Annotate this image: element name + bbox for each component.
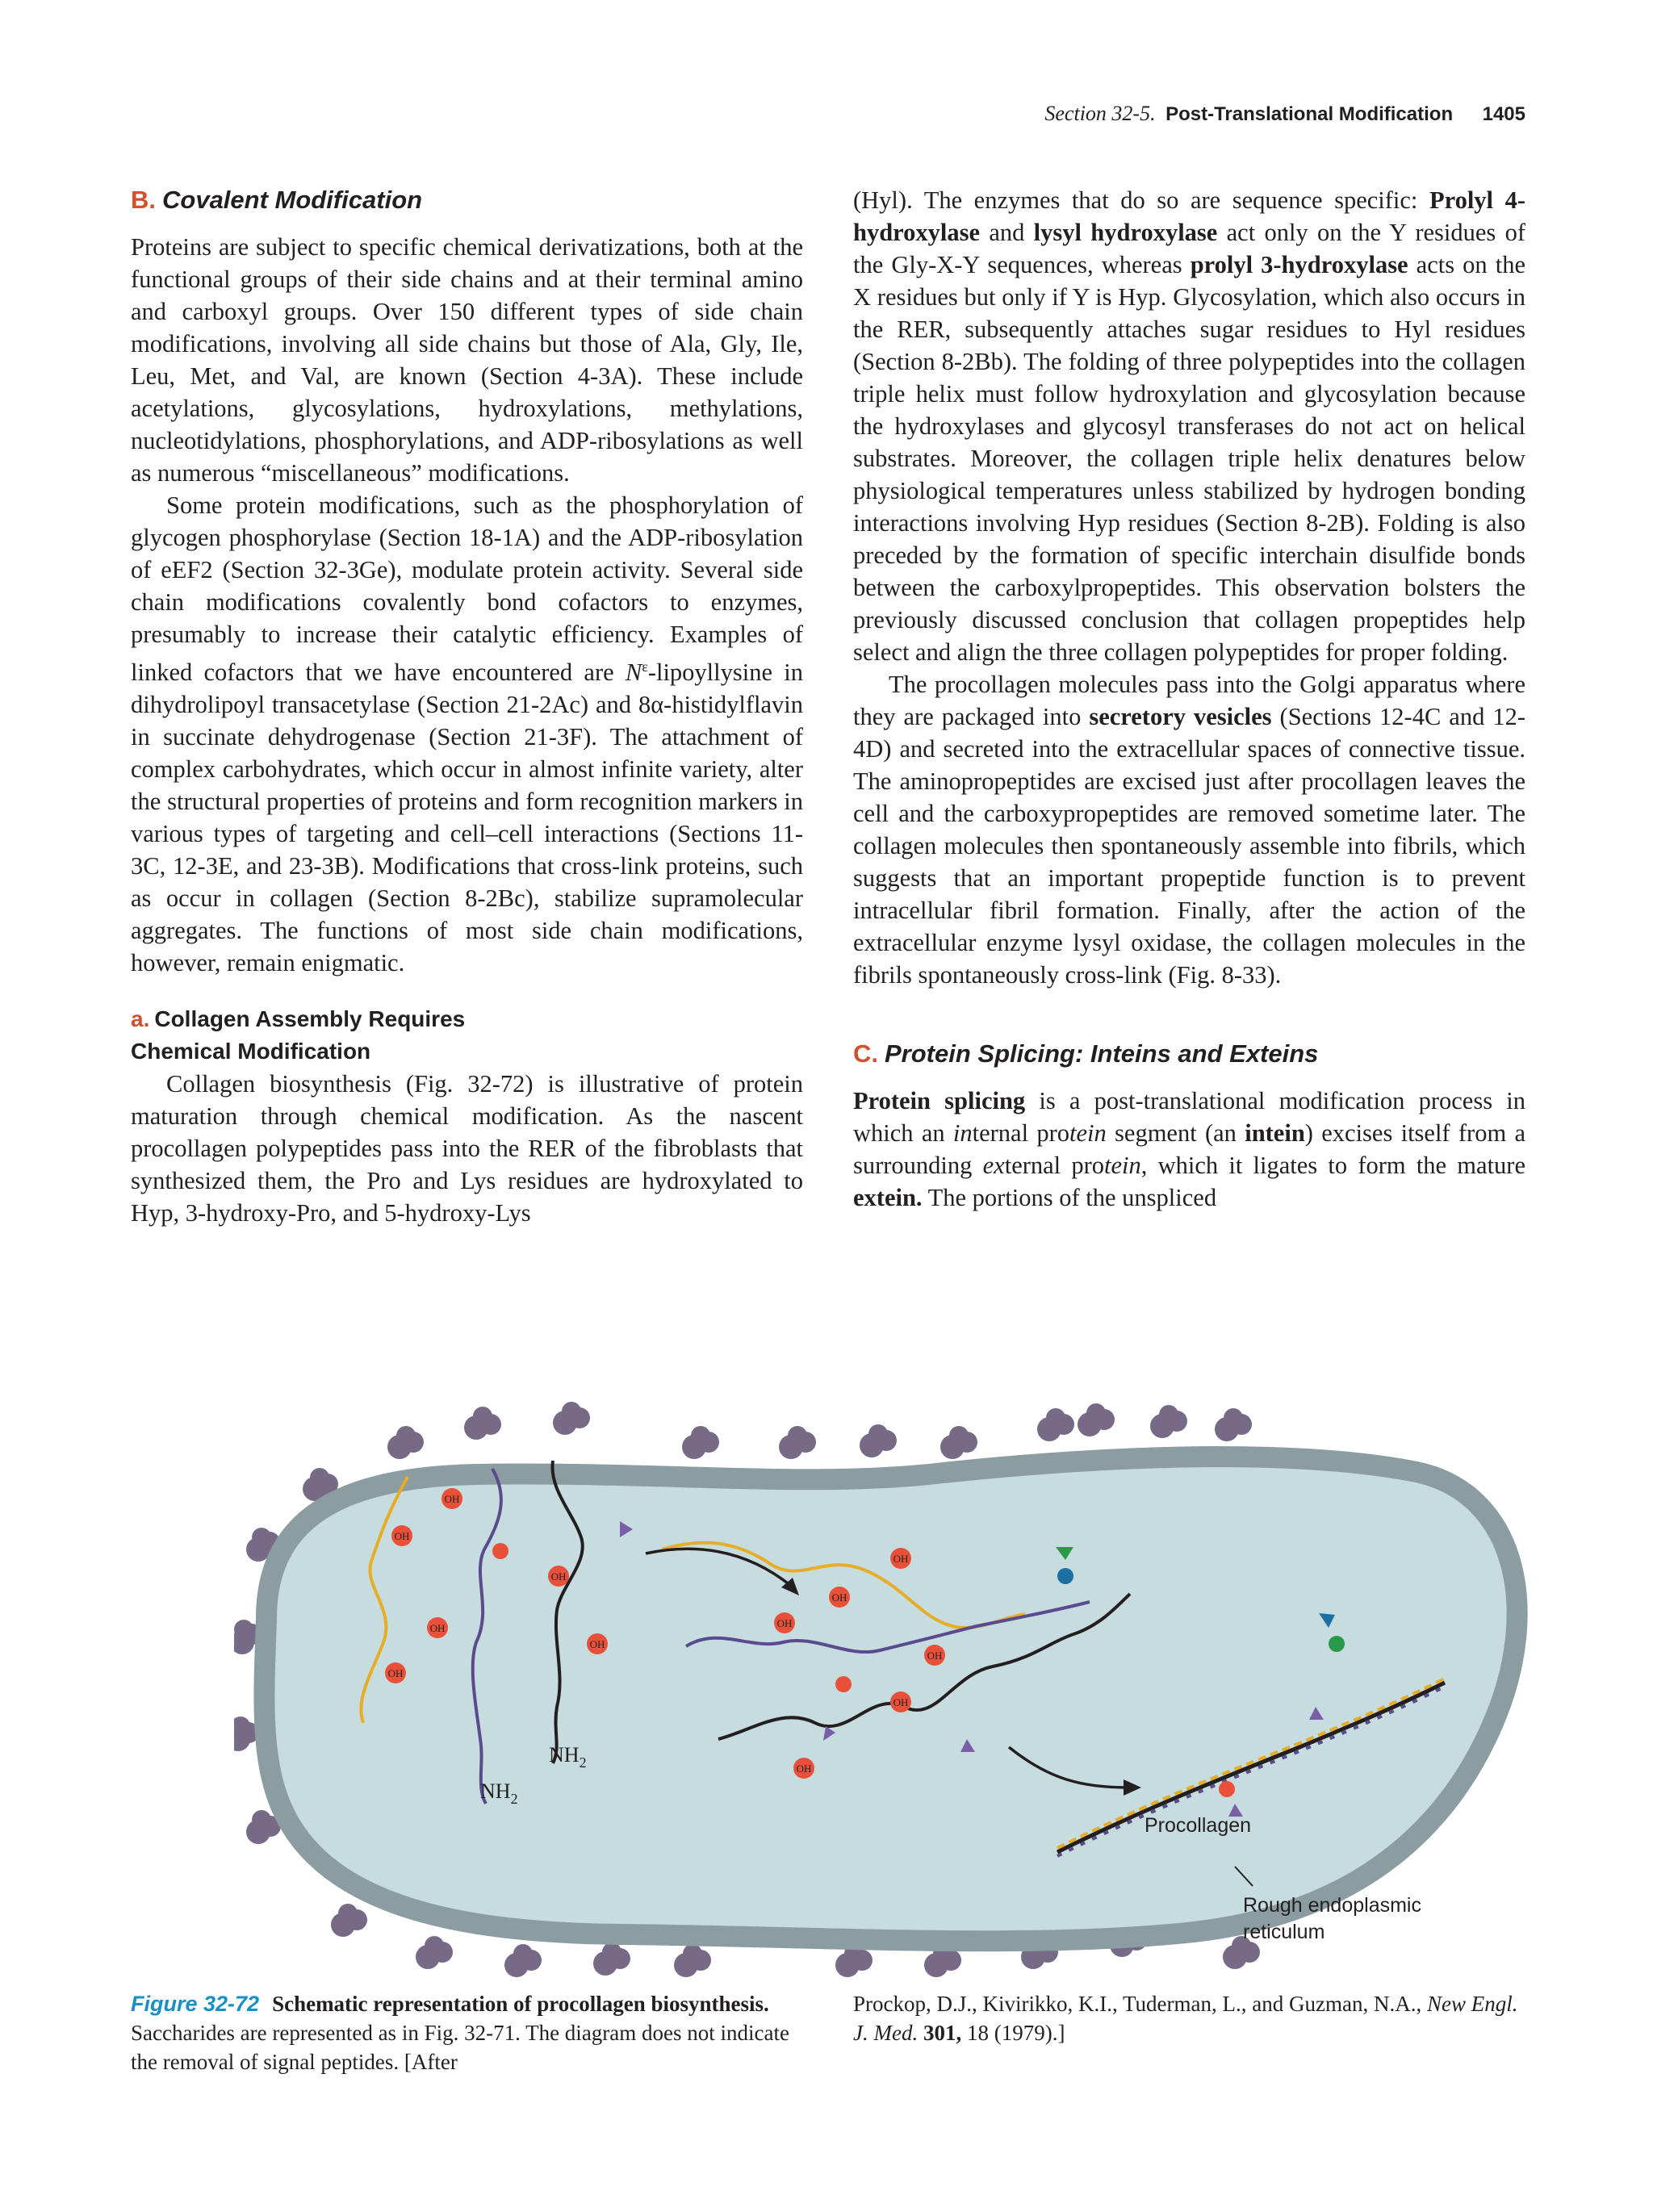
rp2-a: The procollagen molecules pass into the Golgi apparatus where they are packaged into: [853, 671, 1525, 730]
sc-s4: ) excises itself from a surrounding: [853, 1119, 1525, 1179]
svg-text:OH: OH: [927, 1650, 943, 1662]
red-sugar: [492, 1543, 508, 1559]
caption-ref-b: 18 (1979).]: [961, 2021, 1065, 2045]
section-c-letter: C.: [853, 1039, 878, 1068]
svg-text:OH: OH: [893, 1696, 909, 1708]
ribosome: [674, 1944, 711, 1977]
section-b-letter: B.: [131, 186, 156, 214]
running-head-section: Section 32-5.: [1044, 102, 1156, 125]
sc-s3: segment (an: [1106, 1119, 1245, 1147]
oh-group: [890, 1548, 911, 1569]
term-extein: extein.: [853, 1184, 923, 1211]
oh-group: [587, 1633, 608, 1654]
rer-label-1: Rough endoplasmic: [1243, 1894, 1421, 1917]
ribosome: [1037, 1408, 1074, 1441]
svg-text:OH: OH: [776, 1617, 793, 1629]
rp1-a: (Hyl). The enzymes that do so are sequence specific:: [853, 186, 1429, 214]
svg-text:OH: OH: [394, 1530, 410, 1542]
svg-text:OH: OH: [796, 1762, 812, 1775]
ribosome: [1150, 1405, 1187, 1438]
oh-group: [890, 1691, 911, 1712]
subsection-a-letter: a.: [131, 1006, 150, 1032]
subsection-a-paragraph: Collagen biosynthesis (Fig. 32-72) is illustrative of protein maturation through chemical modification. As the nascent procollagen polypeptides pass into the RER of the fibroblasts that synthesized them, the Pro and Lys residues are hydroxylated to Hyp, 3-hydroxy-Pro, and 5-hydroxy-Lys: [131, 1070, 803, 1227]
page-number: 1405: [1482, 103, 1525, 125]
svg-text:OH: OH: [893, 1553, 909, 1565]
oh-group: [924, 1645, 945, 1666]
svg-text:OH: OH: [550, 1570, 567, 1583]
caption-text: Saccharides are represented as in Fig. 32-71. The diagram does not indicate the removal of signal peptides. [After: [131, 2021, 789, 2074]
ribosome: [331, 1904, 367, 1937]
term-lysyl-hydroxylase: lysyl hydroxylase: [1033, 219, 1218, 246]
term-prolyl-4-hydroxylase: Prolyl 4-hydroxylase: [853, 186, 1525, 246]
svg-text:OH: OH: [831, 1591, 847, 1604]
section-c-title: Protein Splicing: Inteins and Exteins: [885, 1039, 1319, 1068]
sc-i4: tein: [1104, 1152, 1141, 1179]
oh-group: [385, 1662, 406, 1683]
ribosome: [682, 1426, 719, 1459]
oh-group: [774, 1612, 795, 1633]
oh-group: [548, 1566, 569, 1587]
sc-i3: ex: [982, 1152, 1005, 1179]
ribosome: [860, 1424, 897, 1457]
section-b-paragraph-1: Proteins are subject to specific chemical derivatizations, both at the functional groups of their side chains and at their terminal amino and carboxyl groups. Over 150 different types of side chain modifications, involving all side chains but those of Ala, Gly, Ile, Leu, Met, and Val, are known (Section 4-3A). These include acetylations, glycosylations, hydroxylations, methylations, nucleotidylations, phosphorylations, and ADP-ribosylations as well as numerous “miscellaneous” modifications.: [131, 233, 803, 487]
ribosome: [416, 1936, 453, 1969]
caption-journal: New Engl. J. Med.: [853, 1992, 1518, 2045]
subsection-a-title-2: Chemical Modification: [131, 1039, 371, 1064]
nh2-label-1: $NH_2$: [549, 1743, 587, 1771]
subsection-a-heading: [131, 1003, 803, 1068]
left-column: [131, 184, 803, 1229]
er-membrane: [264, 1457, 1517, 1941]
term-secretory-vesicles: secretory vesicles: [1089, 703, 1272, 730]
oh-group: [829, 1587, 850, 1608]
oh-group: [427, 1617, 448, 1638]
sc-s1: is a post-translational modification process in which an: [853, 1087, 1525, 1147]
sc-s5: ternal pro: [1004, 1152, 1105, 1179]
caption-right: [853, 1989, 1523, 2047]
caption-title: Schematic representation of procollagen biosynthesis.: [272, 1992, 769, 2016]
rp1-d: acts on the X residues but only if Y is Hyp. Glycosylation, which also occurs in the RER, subsequently attaches sugar residues to Hyl residues (Section 8-2Bb). The folding of three polypeptides into the collagen triple helix must follow hydroxylation and glycosylation because the hydroxylases and glycosyl transferases do not act on helical substrates. Moreover, the collagen triple helix denatures below physiological temperatures unless stabilized by hydrogen bonding interactions involving Hyp residues (Section 8-2B). Folding is also preceded by the formation of specific interchain disulfide bonds between the carboxylpropeptides. This observation bolsters the previously discussed conclusion that collagen propeptides help select and align the three collagen polypeptides for proper folding.: [853, 251, 1525, 666]
nh2-label-2: $NH_2$: [480, 1779, 518, 1807]
svg-text:OH: OH: [387, 1667, 404, 1679]
oh-group: [441, 1488, 462, 1509]
procollagen-label: Procollagen: [1145, 1814, 1252, 1837]
oh-group: [391, 1525, 412, 1546]
rp1-b: and: [980, 219, 1034, 246]
svg-text:OH: OH: [589, 1638, 605, 1650]
p2-epsilon: ε: [642, 659, 648, 675]
figure-illustration: [234, 1400, 1542, 1997]
ribosome: [464, 1407, 501, 1440]
term-prolyl-3-hydroxylase: prolyl 3-hydroxylase: [1190, 251, 1408, 278]
ribosome: [1215, 1408, 1252, 1441]
rer-label-2: reticulum: [1243, 1921, 1325, 1943]
term-intein: intein: [1245, 1119, 1305, 1147]
term-protein-splicing: Protein splicing: [853, 1087, 1026, 1114]
ribosome: [387, 1426, 424, 1459]
caption-number: Figure 32-72: [131, 1992, 260, 2016]
blue-sugar: [1057, 1568, 1073, 1584]
caption-left: [131, 1989, 801, 2076]
ribosome: [1078, 1403, 1115, 1436]
section-b-paragraph-2: [131, 489, 803, 979]
sc-s7: The portions of the unspliced: [922, 1184, 1217, 1211]
p2-text-b: -lipoyllysine in dihydrolipoyl transacetylase (Section 21-2Ac) and 8α-histidylflavin in succinate dehydrogenase (Section 21-3F). The attachment of complex carbohydrates, which occur in almost infinite variety, alter the structural properties of proteins and form recognition markers in various types of targeting and cell–cell interactions (Sections 11-3C, 12-3E, and 23-3B). Modifications that cross-link proteins, such as occur in collagen (Section 8-2Bc), stabilize supramolecular aggregates. The functions of most side chain modifications, however, remain enigmatic.: [131, 659, 803, 977]
section-c-paragraph: [853, 1085, 1525, 1214]
red-sugar: [835, 1676, 852, 1692]
figure-32-72: [234, 1400, 1542, 1997]
right-paragraph-2: [853, 668, 1525, 991]
sc-s6: , which it ligates to form the mature: [1140, 1152, 1525, 1179]
right-column: [853, 184, 1525, 1214]
ribosome: [553, 1402, 590, 1435]
p2-n: N: [625, 659, 642, 687]
ribosome: [593, 1942, 630, 1976]
svg-text:OH: OH: [444, 1493, 460, 1505]
section-b-title: Covalent Modification: [162, 186, 423, 214]
green-sugar: [1329, 1636, 1345, 1652]
svg-text:OH: OH: [429, 1622, 446, 1634]
running-head: [1044, 102, 1525, 126]
ribosome: [779, 1426, 816, 1459]
sc-i2: tein: [1069, 1119, 1107, 1147]
ribosome: [504, 1944, 542, 1977]
caption-volume: 301,: [918, 2021, 962, 2045]
rp1-c: act only on the Y residues of the Gly-X-Y sequences, whereas: [853, 219, 1525, 278]
sc-s2: ternal pro: [972, 1119, 1070, 1147]
section-b-heading: [131, 184, 803, 216]
caption-ref-a: Prockop, D.J., Kivirikko, K.I., Tuderman, L., and Guzman, N.A.,: [853, 1992, 1427, 2016]
section-c-heading: [853, 1038, 1525, 1070]
ribosome: [940, 1426, 977, 1459]
p2-text-a: Some protein modifications, such as the phosphorylation of glycogen phosphorylase (Section 18-1A) and the ADP-ribosylation of eEF2 (Section 32-3Ge), modulate protein activity. Several side chain modifications covalently bond cofactors to enzymes, presumably to increase their catalytic efficiency. Examples of linked cofactors that we have encountered are: [131, 491, 803, 687]
oh-group: [793, 1758, 814, 1779]
sc-i1: in: [952, 1119, 973, 1147]
running-head-title: Post-Translational Modification: [1165, 103, 1454, 125]
subsection-a-title-1: Collagen Assembly Requires: [154, 1006, 466, 1032]
right-paragraph-1: [853, 184, 1525, 668]
red-sugar: [1219, 1781, 1235, 1797]
rp2-b: (Sections 12-4C and 12-4D) and secreted into the extracellular spaces of connective tissue. The aminopropeptides are excised just after procollagen leaves the cell and the carboxypropeptides are removed sometime later. The collagen molecules then spontaneously assemble into fibrils, which suggests that an important propeptide function is to prevent intracellular fibril formation. Finally, after the action of the extracellular enzyme lysyl oxidase, the collagen molecules in the fibrils spontaneously cross-link (Fig. 8-33).: [853, 703, 1525, 989]
